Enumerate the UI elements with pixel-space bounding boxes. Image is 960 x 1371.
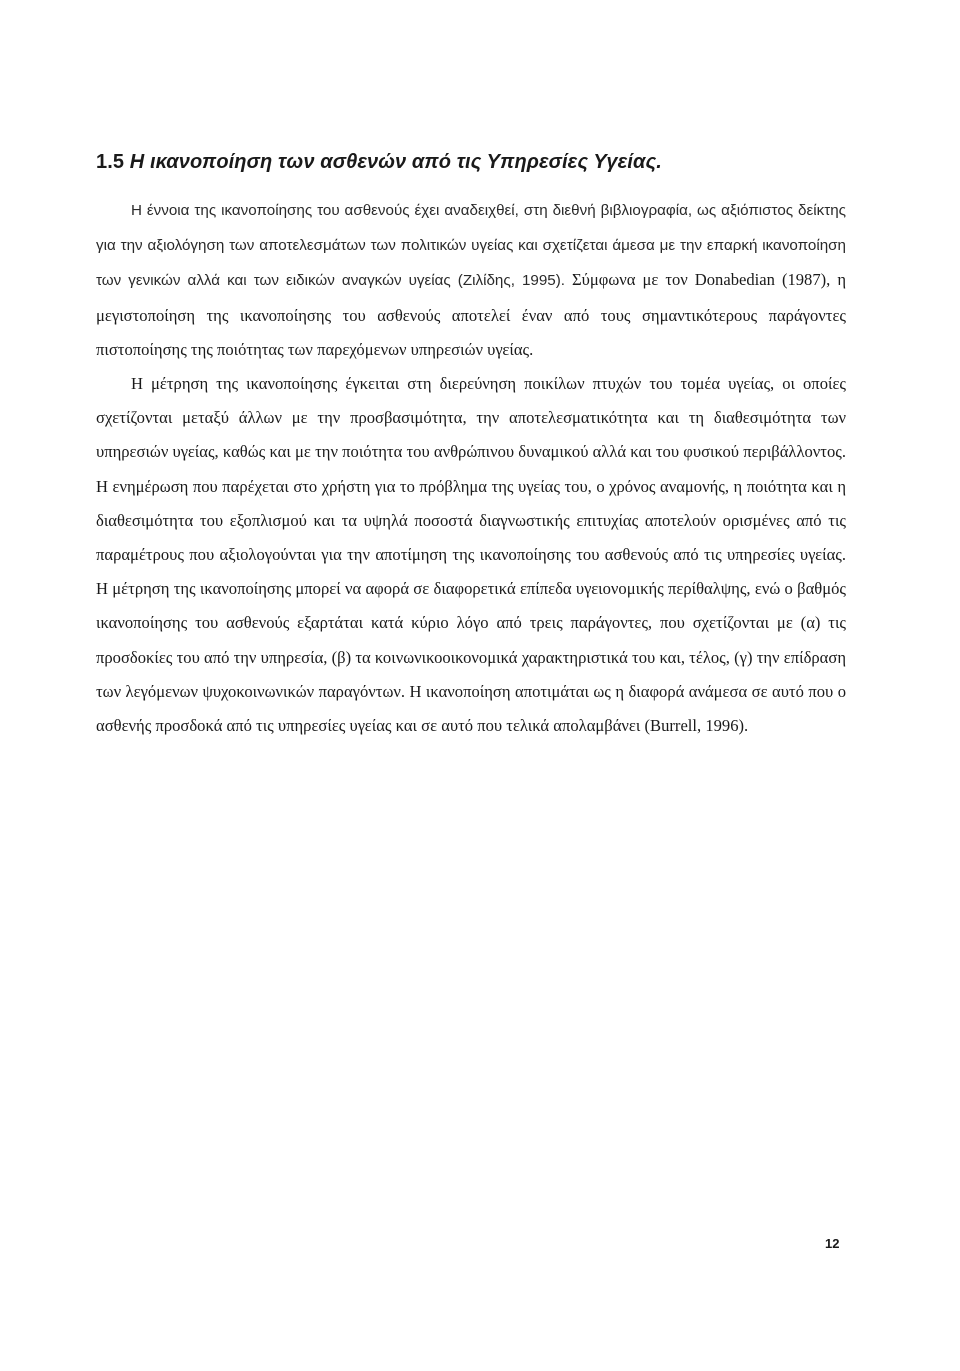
body-text bbox=[96, 193, 846, 743]
section-number: 1.5 bbox=[96, 151, 125, 173]
section-heading bbox=[96, 150, 662, 174]
paragraph-1-serif-part: Σύμφωνα με τον Donabedian (1987), η μεγιστοποίηση της ικανοποίησης του ασθενούς αποτελεί έναν από τους σημαντικότερους παράγοντες πιστοποίησης της ποιότητας των παρεχόμενων υπηρεσιών υγείας. bbox=[96, 270, 846, 359]
paragraph-1-sans-part: Η έννοια της ικανοποίησης του ασθενούς έχει αναδειχθεί, στη διεθνή βιβλιογραφία, ως αξιόπιστος δείκτης για την αξιολόγηση των αποτελεσμάτων των πολιτικών υγείας και σχετίζεται άμεσα με την επαρκή ικανοποίηση των γενικών αλλά και των ειδικών αναγκών υγείας (Ζιλίδης, 1995). bbox=[96, 202, 846, 290]
page-number: 12 bbox=[825, 1236, 840, 1251]
paragraph-1 bbox=[96, 193, 846, 367]
section-title: Η ικανοποίηση των ασθενών από τις Υπηρεσίες Υγείας. bbox=[129, 151, 662, 173]
paragraph-2: Η μέτρηση της ικανοποίησης έγκειται στη διερεύνηση ποικίλων πτυχών του τομέα υγείας, οι οποίες σχετίζονται μεταξύ άλλων με την προσβασιμότητα, την αποτελεσματικότητα και τη διαθεσιμότητα των υπηρεσιών υγείας, καθώς και με την ποιότητα του ανθρώπινου δυναμικού αλλά και του φυσικού περιβάλλοντος. Η ενημέρωση που παρέχεται στο χρήστη για το πρόβλημα της υγείας του, ο χρόνος αναμονής, η ποιότητα και η διαθεσιμότητα του εξοπλισμού και τα υψηλά ποσοστά διαγνωστικής επιτυχίας αποτελούν ορισμένες από τις παραμέτρους που αξιολογούνται για την αποτίμηση της ικανοποίησης του ασθενούς από τις υπηρεσίες υγείας. Η μέτρηση της ικανοποίησης μπορεί να αφορά σε διαφορετικά επίπεδα υγειονομικής περίθαλψης, ενώ ο βαθμός ικανοποίησης του ασθενούς εξαρτάται κατά κύριο λόγο από τρεις παράγοντες, που σχετίζονται με (α) τις προσδοκίες του από την υπηρεσία, (β) τα κοινωνικοοικονομικά χαρακτηριστικά του και, τέλος, (γ) την επίδραση των λεγόμενων ψυχοκοινωνικών παραγόντων. Η ικανοποίηση αποτιμάται ως η διαφορά ανάμεσα σε αυτό που ο ασθενής προσδοκά από τις υπηρεσίες υγείας και σε αυτό που τελικά απολαμβάνει (Burrell, 1996). bbox=[96, 374, 846, 736]
